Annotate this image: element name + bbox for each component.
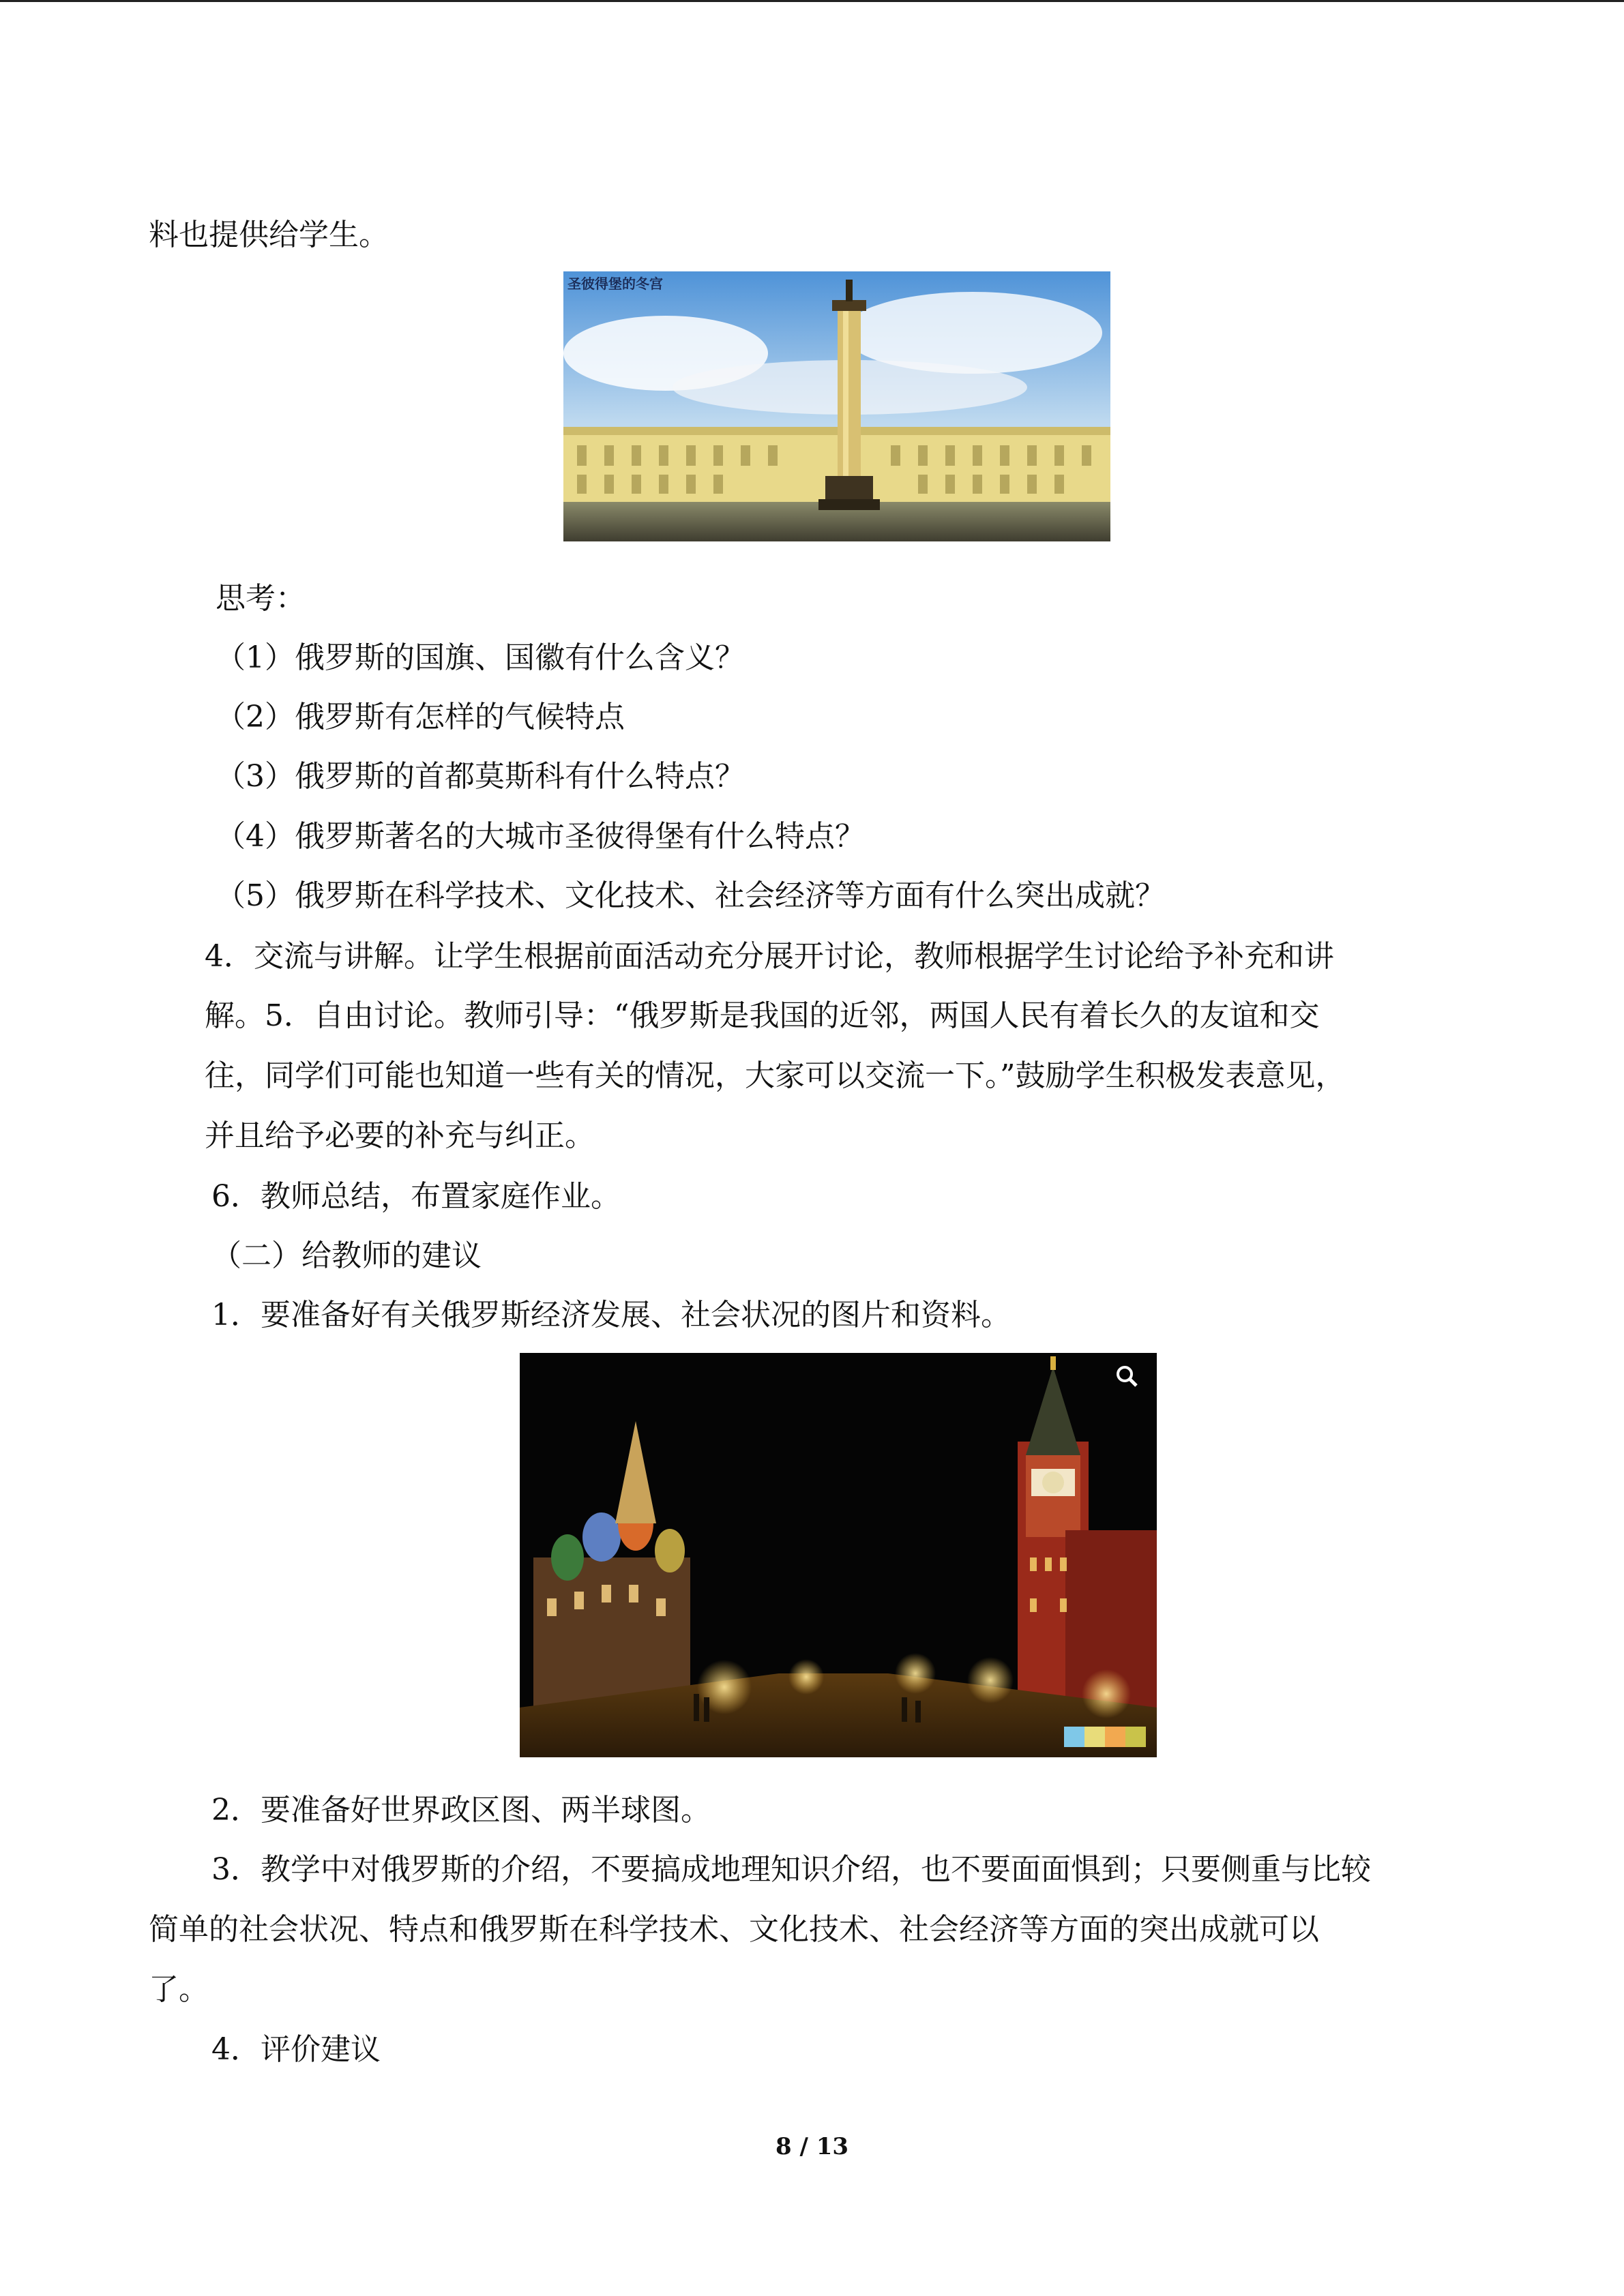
- paragraph-4-line-1: 4．交流与讲解。让学生根据前面活动充分展开讨论，教师根据学生讨论给予补充和讲: [205, 939, 1334, 974]
- zoom-icon: [1113, 1362, 1140, 1390]
- suggestion-2: 2．要准备好世界政区图、两半球图。: [211, 1793, 711, 1828]
- question-2: （2）俄罗斯有怎样的气候特点: [216, 700, 625, 734]
- question-1: （1）俄罗斯的国旗、国徽有什么含义？: [216, 640, 745, 675]
- suggestion-3-line-3: 了。: [149, 1972, 209, 2007]
- suggestion-3-line-2: 简单的社会状况、特点和俄罗斯在科学技术、文化技术、社会经济等方面的突出成就可以: [149, 1912, 1319, 1947]
- paragraph-4-line-3: 往，同学们可能也知道一些有关的情况，大家可以交流一下。”鼓励学生积极发表意见，: [205, 1058, 1346, 1093]
- question-3: （3）俄罗斯的首都莫斯科有什么特点？: [216, 759, 745, 794]
- question-4: （4）俄罗斯著名的大城市圣彼得堡有什么特点？: [216, 819, 865, 854]
- think-label: 思考：: [216, 581, 306, 616]
- winter-palace-photo: [563, 271, 1110, 541]
- suggestion-3-line-1: 3．教学中对俄罗斯的介绍，不要搞成地理知识介绍，也不要面面惧到；只要侧重与比较: [211, 1852, 1371, 1887]
- winter-palace-caption: 圣彼得堡的冬宫: [567, 275, 663, 292]
- continuation-text: 料也提供给学生。: [149, 218, 389, 252]
- suggestion-4: 4．评价建议: [211, 2032, 381, 2067]
- winter-palace-illustration: [563, 271, 1110, 541]
- section-2-title: （二）给教师的建议: [211, 1238, 482, 1273]
- paragraph-4-line-4: 并且给予必要的补充与纠正。: [205, 1118, 595, 1153]
- item-6: 6．教师总结，布置家庭作业。: [211, 1179, 621, 1214]
- page-number: 8 / 13: [775, 2133, 849, 2160]
- page-top-border: [0, 0, 1624, 2]
- red-square-illustration: [520, 1353, 1157, 1757]
- suggestion-1: 1．要准备好有关俄罗斯经济发展、社会状况的图片和资料。: [211, 1298, 1011, 1332]
- paragraph-4-line-2: 解。5．自由讨论。教师引导：“俄罗斯是我国的近邻，两国人民有着长久的友谊和交: [205, 998, 1320, 1033]
- question-5: （5）俄罗斯在科学技术、文化技术、社会经济等方面有什么突出成就？: [216, 878, 1165, 913]
- red-square-night-photo: [520, 1353, 1157, 1757]
